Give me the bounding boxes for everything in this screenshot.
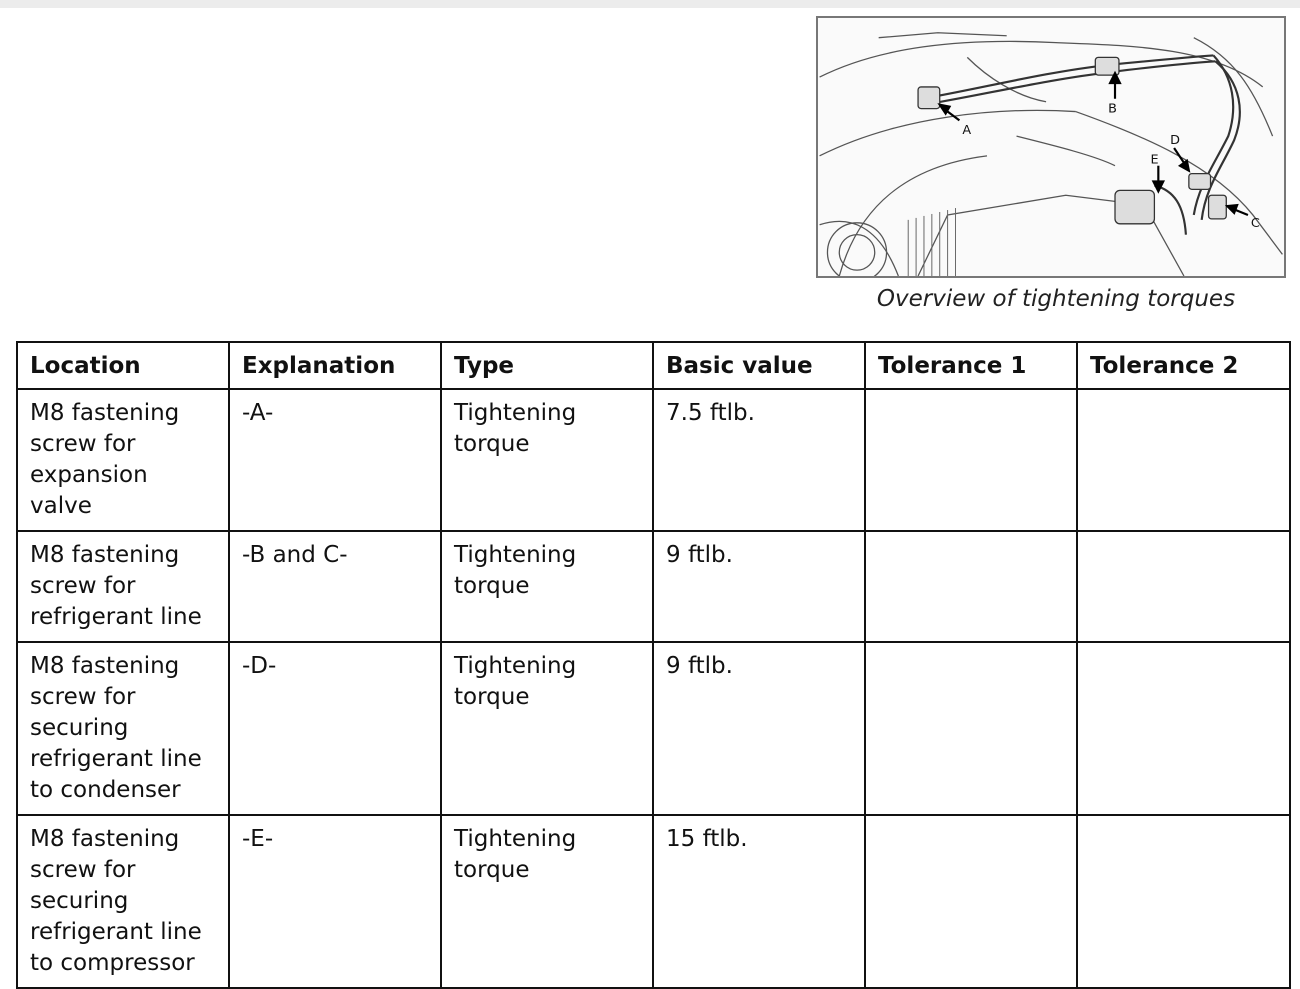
cell-tolerance-1 [865,642,1077,815]
header-basic-value: Basic value [653,342,865,389]
cell-tolerance-1 [865,389,1077,531]
cell-tolerance-1 [865,531,1077,642]
cell-explanation: -D- [229,642,441,815]
torque-spec-table [16,341,1291,989]
cell-location: M8 fastening screw for refrigerant line [17,531,229,642]
cell-type: Tightening torque [441,642,653,815]
callout-d: D [1170,133,1181,149]
figure-caption: Overview of tightening torques [876,286,1236,312]
table-row [17,815,1290,988]
cell-explanation: -B and C- [229,531,441,642]
header-tolerance-2: Tolerance 2 [1077,342,1290,389]
cell-location: M8 fastening screw for expansion valve [17,389,229,531]
callout-c: C [1250,215,1260,231]
engine-bay-illustration [816,16,1286,278]
table-row [17,531,1290,642]
header-location: Location [17,342,229,389]
callout-e: E [1150,152,1159,168]
header-explanation: Explanation [229,342,441,389]
cell-tolerance-2 [1077,389,1290,531]
header-type: Type [441,342,653,389]
top-band [0,0,1300,8]
cell-tolerance-2 [1077,531,1290,642]
table-row [17,642,1290,815]
cell-basic-value: 15 ftlb. [653,815,865,988]
cell-tolerance-2 [1077,642,1290,815]
cell-basic-value: 7.5 ftlb. [653,389,865,531]
callout-b: B [1108,101,1117,117]
callout-a: A [962,123,972,139]
cell-basic-value: 9 ftlb. [653,531,865,642]
cell-basic-value: 9 ftlb. [653,642,865,815]
cell-type: Tightening torque [441,531,653,642]
header-tolerance-1: Tolerance 1 [865,342,1077,389]
table-row [17,389,1290,531]
cell-type: Tightening torque [441,389,653,531]
cell-tolerance-1 [865,815,1077,988]
cell-explanation: -A- [229,389,441,531]
cell-location: M8 fastening screw for securing refrigerant line to condenser [17,642,229,815]
cell-type: Tightening torque [441,815,653,988]
cell-explanation: -E- [229,815,441,988]
cell-tolerance-2 [1077,815,1290,988]
table-header-row [17,342,1290,389]
cell-location: M8 fastening screw for securing refrigerant line to compressor [17,815,229,988]
